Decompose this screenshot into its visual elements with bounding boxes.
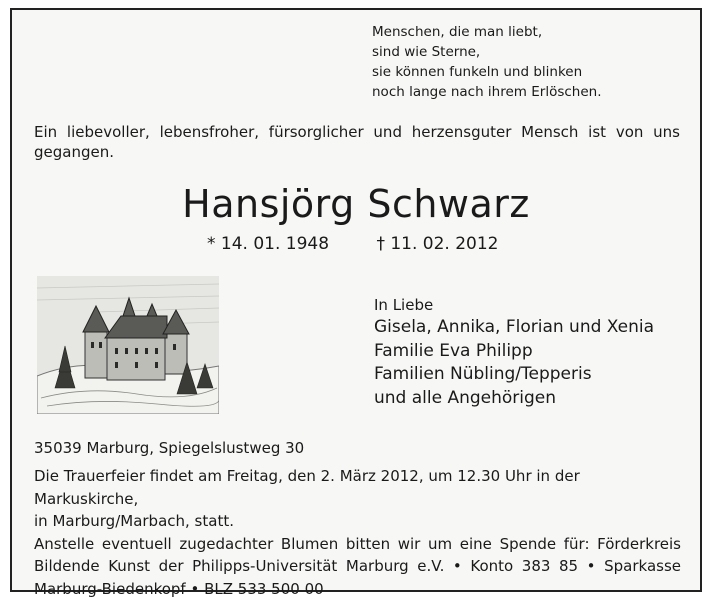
mourner-name: Familie Eva Philipp	[374, 340, 533, 361]
poem	[372, 22, 602, 102]
donation-info-line: Bildende Kunst der Philipps-Universität Marburg e.V. • Konto 383 85 • Sparkasse	[34, 557, 681, 575]
life-dates	[207, 234, 499, 254]
mourners-heading: In Liebe	[374, 296, 434, 314]
poem-line: sie können funkeln und blinken	[372, 64, 583, 80]
mourners-list	[374, 294, 654, 410]
castle-drawing-icon	[37, 276, 219, 414]
donation-info-line: Marburg-Biedenkopf • BLZ 533 500 00	[34, 579, 324, 598]
funeral-details	[34, 465, 681, 600]
obituary-notice	[10, 8, 702, 598]
mourner-name: Gisela, Annika, Florian und Xenia	[374, 317, 655, 337]
deceased-name: Hansjörg Schwarz	[182, 182, 530, 226]
donation-info-line: Anstelle eventuell zugedachter Blumen bitten wir um eine Spende für: Förderkreis	[34, 534, 681, 553]
poem-line: Menschen, die man liebt,	[372, 24, 543, 40]
mourner-name: Familien Nübling/Tepperis	[374, 364, 592, 384]
intro-text: Ein liebevoller, lebensfroher, fürsorglicher und herzensguter Mensch ist von uns gegangen.	[34, 123, 680, 161]
poem-line: noch lange nach ihrem Erlöschen.	[372, 84, 602, 100]
funeral-info-line: in Marburg/Marbach, statt.	[34, 512, 234, 530]
death-date: † 11. 02. 2012	[376, 234, 499, 254]
family-address: 35039 Marburg, Spiegelslustweg 30	[34, 439, 305, 457]
poem-line: sind wie Sterne,	[372, 44, 481, 60]
mourner-name: und alle Angehörigen	[374, 387, 557, 408]
funeral-info-line: Die Trauerfeier findet am Freitag, den 2. März 2012, um 12.30 Uhr in der Markuskirche,	[34, 467, 580, 508]
birth-date: * 14. 01. 1948	[207, 234, 330, 254]
